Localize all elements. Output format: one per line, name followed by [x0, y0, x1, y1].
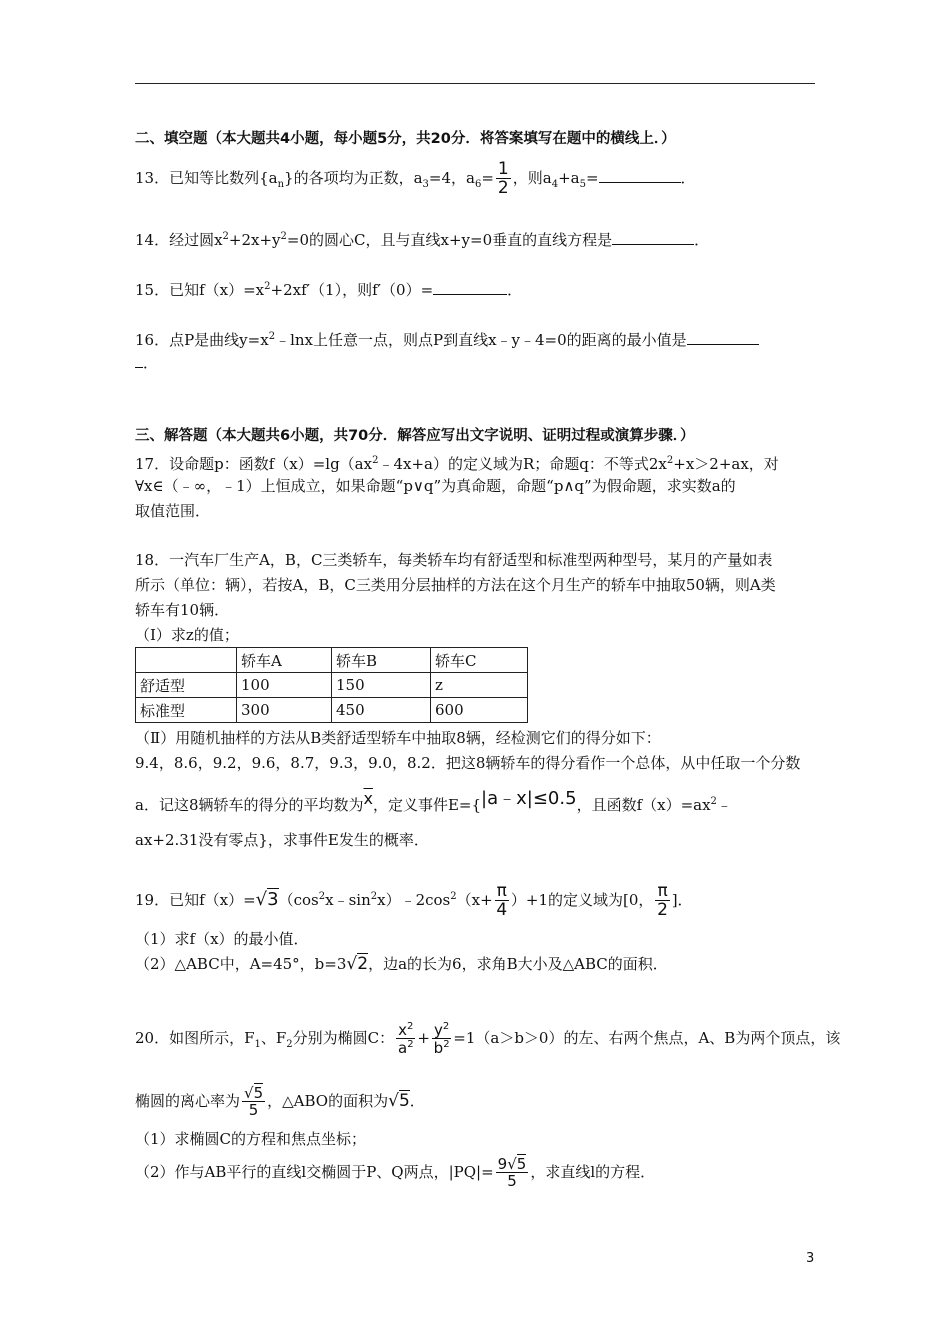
answer-blank-13[interactable]: [599, 168, 681, 183]
answer-blank-14[interactable]: [612, 230, 694, 245]
table-cell: 舒适型: [136, 673, 237, 698]
question-20-part1: （1）求椭圆C的方程和焦点坐标；: [135, 1130, 367, 1148]
table-cell: 标准型: [136, 698, 237, 723]
question-18-line2: 所示（单位：辆），若按A，B，C三类用分层抽样的方法在这个月生产的轿车中抽取50辆，则A类: [135, 576, 776, 594]
fraction-eccentricity: $\frac{√5}{5}$: [244, 1084, 264, 1119]
table-cell: 轿车B: [332, 648, 431, 673]
fraction-x2-over-a2: $\frac{x^2}{a^2}$: [398, 1021, 414, 1057]
top-rule: [135, 83, 815, 84]
question-18-scores: 9.4，8.6，9.2，9.6，8.7，9.3，9.0，8.2．把这8辆轿车的得分看作一个总体，从中任取一个分数: [135, 754, 801, 772]
fraction-pi-over-4: $\frac{\pi}{4}$: [496, 881, 508, 920]
question-17-line3: 取值范围．: [135, 502, 211, 520]
fraction-pi-over-2: $\frac{\pi}{2}$: [657, 881, 668, 920]
fraction-y2-over-b2: $\frac{y^2}{b^2}$: [433, 1021, 450, 1057]
table-cell: 轿车A: [237, 648, 332, 673]
page-number: 3: [806, 1251, 815, 1266]
section3-header: 三、解答题（本大题共6小题，共70分．解答应写出文字说明、证明过程或演算步骤．）: [135, 428, 695, 444]
table-cell: z: [431, 673, 528, 698]
sqrt-symbol: √2: [346, 954, 369, 974]
question-18-part2: （Ⅱ）用随机抽样的方法从B类舒适型轿车中抽取8辆，经检测它们的得分如下：: [135, 729, 661, 747]
question-13: 13．已知等比数列$\{a_n\}$的各项均为正数，$a_3=4$，$a_6=$ $\frac{1}{2}$ ，则$a_4+a_5=$ ．: [135, 159, 696, 198]
question-14: 14．经过圆$x^2+2x+y^2=0$的圆心C，且与直线x+y=0垂直的直线方程是 ．: [135, 231, 710, 249]
question-19-part1: （1）求f（x）的最小值．: [135, 930, 309, 948]
section2-header: 二、填空题（本大题共4小题，每小题5分，共20分．将答案填写在题中的横线上．）: [135, 131, 676, 147]
question-16-cont: ．: [135, 352, 825, 374]
question-18-event: a．记这8辆轿车的得分的平均数为$\overline{x}$，定义事件E={|a﹣x|≤0.5，且函数$f(x)=ax^2﹣$: [135, 788, 732, 814]
question-17-line2: ∀x∈（﹣∞，﹣1）上恒成立，如果命题“p∨q”为真命题，命题“p∧q”为假命题，求实数a的: [135, 477, 736, 495]
table-cell: 100: [237, 673, 332, 698]
question-19-part2: （2）△ABC中，A=45°，b=3√2，边a的长为6，求角B大小及△ABC的面积．: [135, 954, 668, 974]
question-16: 16．点P是曲线$y=x^2﹣\ln x$上任意一点，则点P到直线x﹣y﹣4=0的距离的最小值是: [135, 326, 825, 351]
fraction-pq-length: $\frac{9√5}{5}$: [497, 1155, 527, 1190]
table-cell: [136, 648, 237, 673]
table-cell: 150: [332, 673, 431, 698]
answer-blank-16[interactable]: [687, 330, 759, 345]
question-20-line1: 20．如图所示，$F_1$、$F_2$分别为椭圆C： $\frac{x^2}{a^2}$ + $\frac{y^2}{b^2}$ =1（a＞b＞0）的左、右两个焦点，A、B为两个顶点，该: [135, 1021, 841, 1057]
question-17-line1: 17．设命题p：函数$f(x)=\lg(ax^2﹣4x+a)$的定义域为R；命题q：不等式$2x^2+x>2+ax$，对: [135, 455, 779, 473]
answer-blank-16-tail: [135, 353, 143, 368]
question-18-line1: 18．一汽车厂生产A，B，C三类轿车，每类轿车均有舒适型和标准型两种型号，某月的产量如表: [135, 551, 773, 569]
table-cell: 300: [237, 698, 332, 723]
sqrt-symbol: √3: [255, 889, 279, 910]
question-18-part1: （Ⅰ）求z的值；: [135, 626, 239, 644]
table-row: [136, 673, 528, 698]
table-cell: 450: [332, 698, 431, 723]
sqrt-symbol: √5: [388, 1091, 410, 1111]
table-row: [136, 698, 528, 723]
mean-symbol: $\overline{x}$: [363, 789, 373, 808]
question-18-last: ax+2.31没有零点}，求事件E发生的概率．: [135, 831, 429, 849]
answer-blank-15[interactable]: [433, 280, 507, 295]
question-20-part2: （2）作与AB平行的直线l交椭圆于P、Q两点，|PQ|= $\frac{9√5}{5}$ ，求直线l的方程．: [135, 1155, 656, 1190]
question-19-line1: 19．已知$f(x)=√3(\cos^2x﹣\sin^2x)﹣2\cos^2(x+$ $\frac{\pi}{4}$ ）+1的定义域为[0， $\frac{\pi}{2}$ ]．: [135, 881, 693, 920]
abs-inequality: |a﹣x|≤0.5: [481, 788, 577, 809]
fraction-one-half: $\frac{1}{2}$: [497, 159, 509, 198]
question-20-line2: 椭圆的离心率为 $\frac{√5}{5}$ ，△ABO的面积为√5．: [135, 1084, 425, 1119]
question-18-line3: 轿车有10辆．: [135, 601, 230, 619]
table-header-row: [136, 648, 528, 673]
table-cell: 600: [431, 698, 528, 723]
production-table: [135, 647, 528, 723]
question-15: 15．已知$f(x)=x^2+2xf'(1)$，则f′（0）= ．: [135, 281, 523, 299]
table-cell: 轿车C: [431, 648, 528, 673]
